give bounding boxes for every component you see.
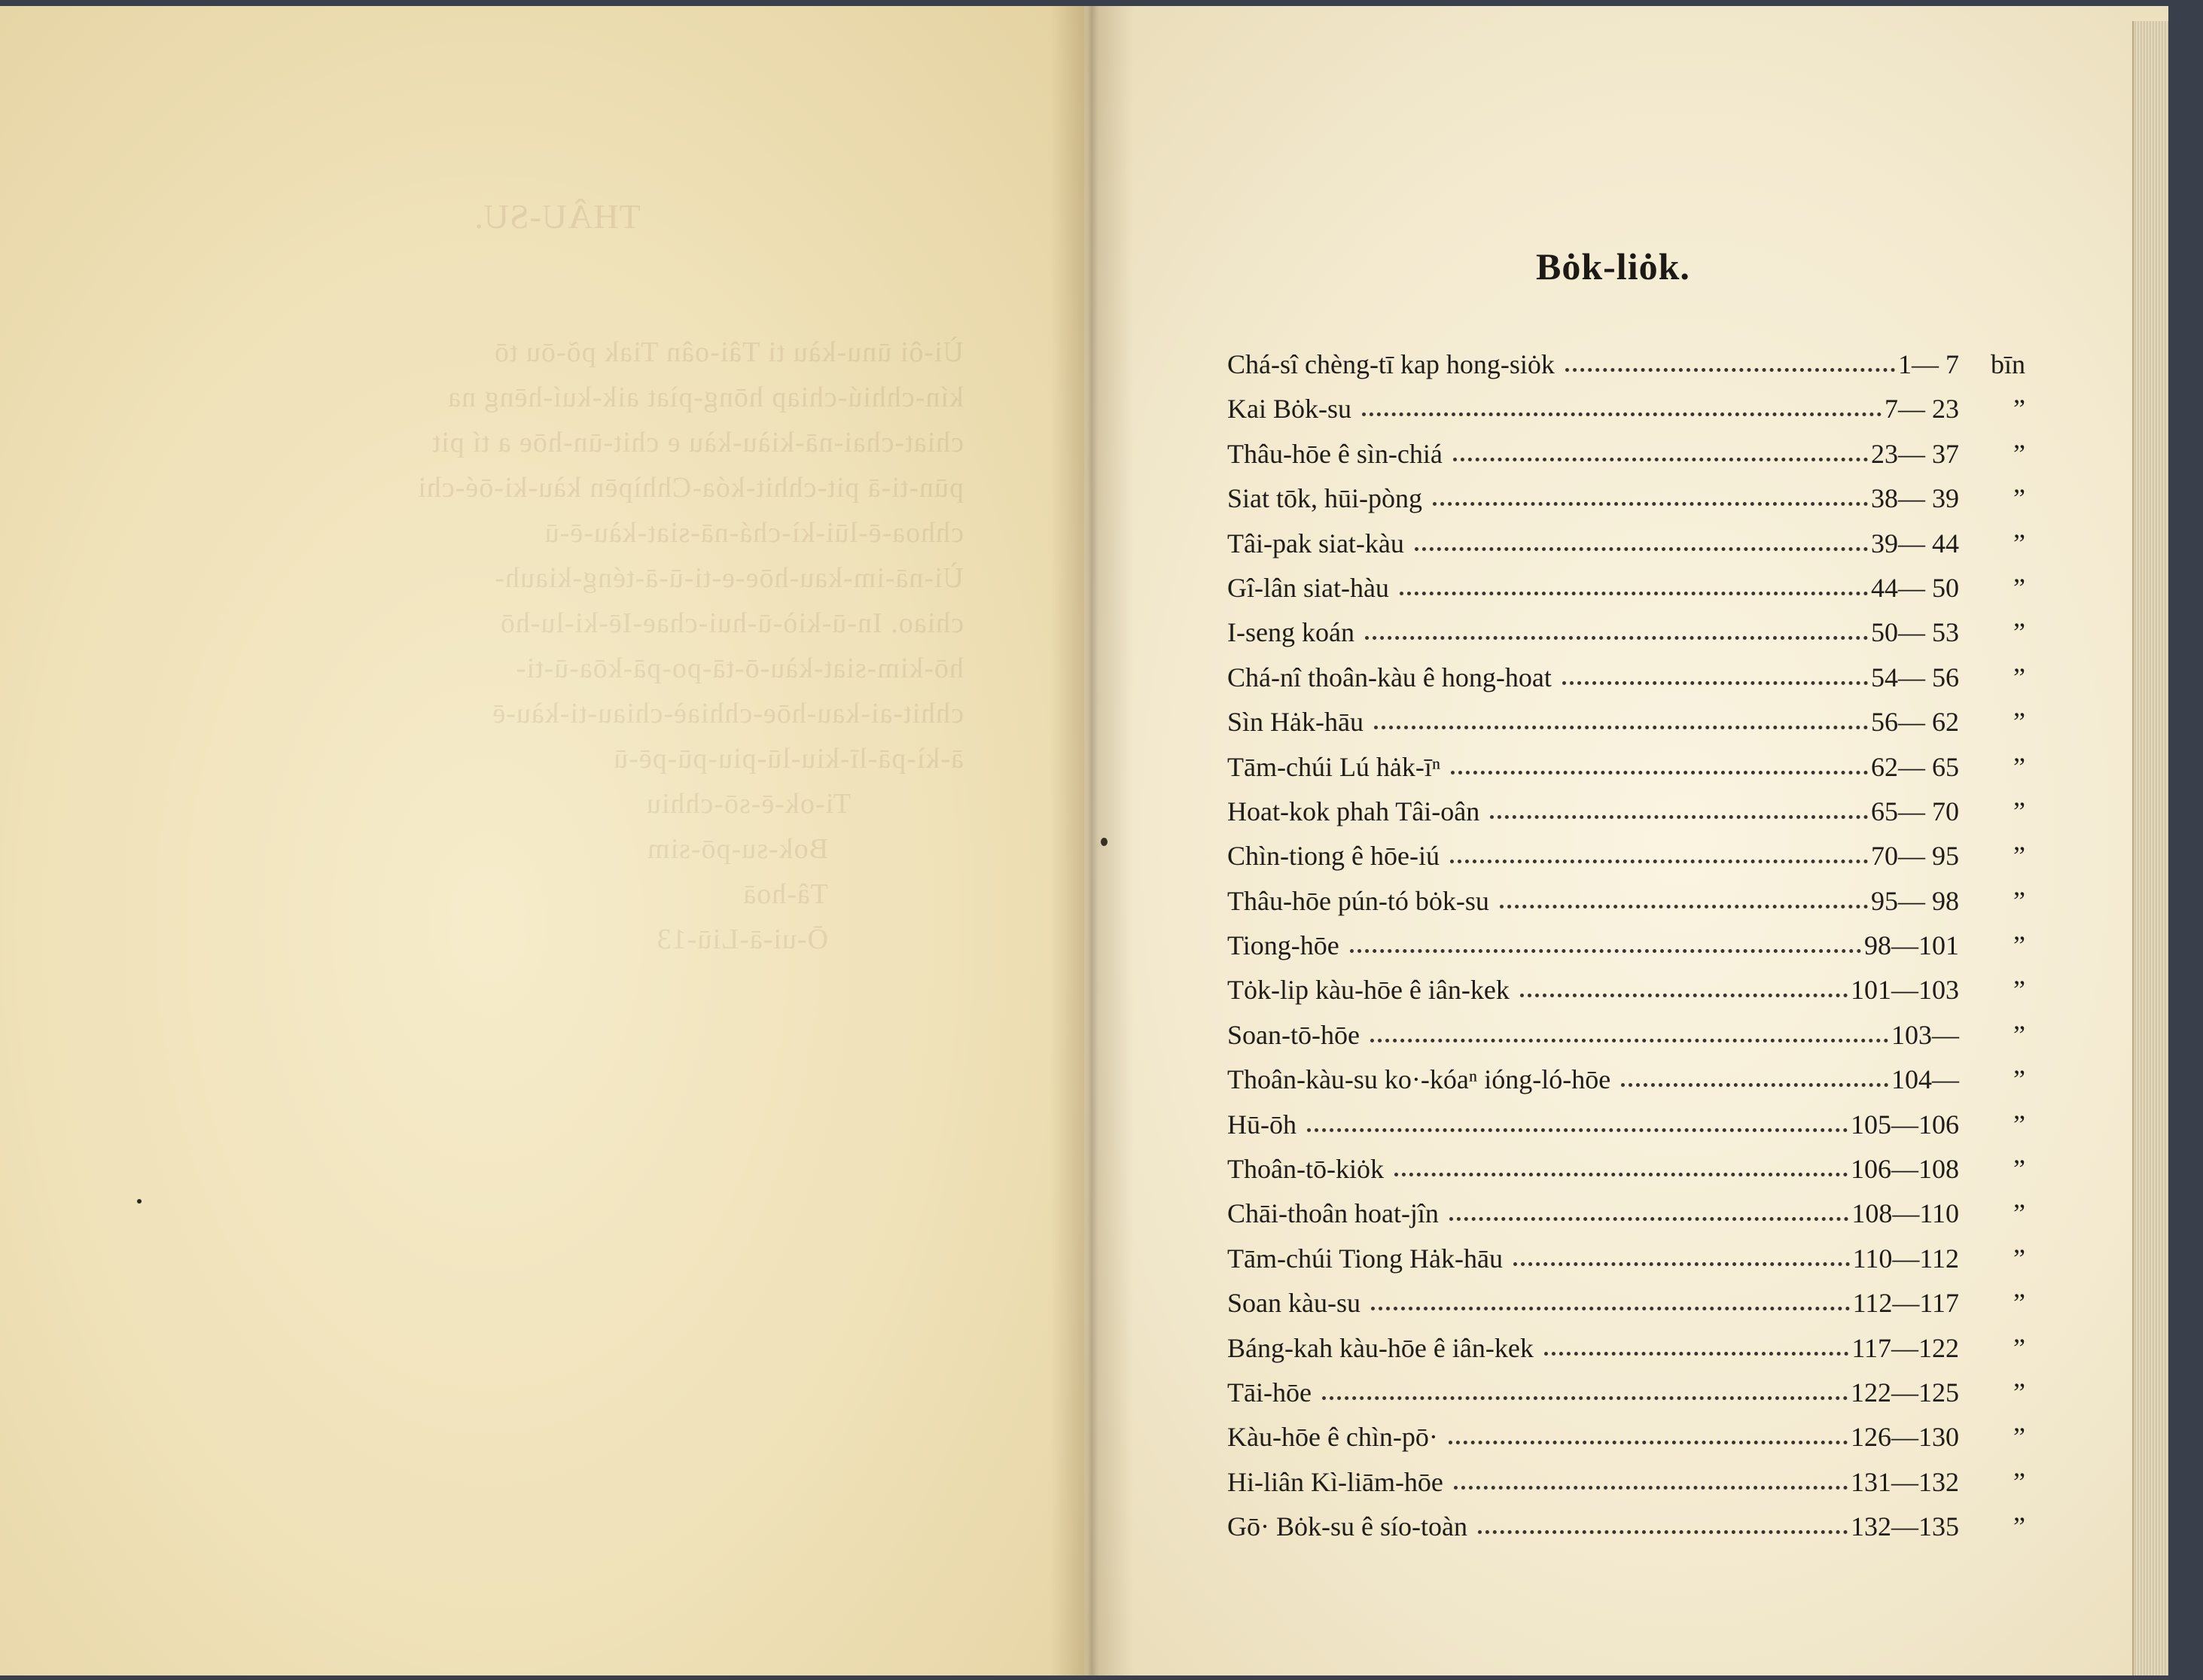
toc-entry — [1227, 1371, 2025, 1415]
toc-entry-pages: 108—110 — [1851, 1198, 1959, 1229]
dot-leader — [1365, 627, 1868, 640]
toc-entry — [1227, 656, 2025, 700]
toc-entry — [1227, 745, 2025, 790]
ditto-mark: ” — [2013, 841, 2025, 872]
toc-entry-label: Chá-sî chèng-tī kap hong-siȯk — [1227, 349, 1555, 379]
ditto-mark: ” — [2013, 1064, 2025, 1095]
toc-entry — [1227, 476, 2025, 521]
ditto-mark: ” — [2013, 975, 2025, 1006]
toc-entry-label: Hū-ōh — [1227, 1109, 1297, 1140]
toc-entry — [1227, 1237, 2025, 1281]
toc-entry-label: Tâi-pak siat-kàu — [1227, 528, 1404, 558]
toc-entry-pages: 106—108 — [1851, 1154, 1959, 1185]
page-edges — [2132, 21, 2168, 1675]
toc-entry-label: Tāi-hōe — [1227, 1377, 1312, 1408]
toc-entry-label: Tām-chúi Lú hȧk-īⁿ — [1227, 751, 1441, 782]
speck — [1101, 838, 1108, 846]
ditto-mark: ” — [2013, 528, 2025, 558]
toc-entry-pages: 98—101 — [1864, 930, 1959, 961]
toc-entry-label: Tiong-hōe — [1227, 930, 1339, 961]
ditto-mark: ” — [2013, 438, 2025, 469]
toc-entry-label: Hi-liân Kì-liām-hōe — [1227, 1466, 1443, 1497]
dot-leader — [1449, 1208, 1848, 1221]
toc-entry-label: Chāi-thoân hoat-jîn — [1227, 1198, 1439, 1229]
ditto-mark: ” — [2013, 1198, 2025, 1229]
toc-entry-pages: 62— 65 — [1871, 751, 1959, 782]
ghost-line: Bok-su-pō-sim — [647, 833, 828, 865]
toc-entry — [1227, 432, 2025, 476]
ditto-mark: ” — [2013, 1154, 2025, 1185]
speck — [137, 1199, 142, 1204]
toc-entry — [1227, 522, 2025, 566]
toc-entry-label: Chìn-tiong ê hōe-iú — [1227, 841, 1440, 872]
toc-entry — [1227, 1147, 2025, 1192]
toc-entry-pages: 104— — [1891, 1064, 1959, 1095]
toc-entry-label: Thoân-kàu-su ko·-kóaⁿ ióng-ló-hōe — [1227, 1064, 1611, 1095]
ditto-mark: ” — [2013, 751, 2025, 782]
toc-entry — [1227, 1192, 2025, 1236]
ditto-mark: ” — [2013, 483, 2025, 514]
ghost-line: Ō-ui-ā-Liū-13 — [656, 924, 828, 955]
ghost-line: Ti-ok-ē-sō-chhiu — [645, 788, 851, 820]
toc-entry — [1227, 790, 2025, 834]
toc-entry — [1227, 1103, 2025, 1147]
toc-entry-label: Soan kàu-su — [1227, 1288, 1360, 1319]
toc-entry-pages: 122—125 — [1851, 1377, 1959, 1408]
toc-entry-pages: 70— 95 — [1871, 841, 1959, 872]
toc-entry-pages: 38— 39 — [1871, 483, 1959, 514]
toc-entry — [1227, 1013, 2025, 1058]
toc-entry — [1227, 700, 2025, 744]
ditto-mark: ” — [2013, 796, 2025, 826]
ditto-mark: ” — [2013, 662, 2025, 692]
toc-entry — [1227, 387, 2025, 431]
ditto-mark: ” — [2013, 1511, 2025, 1542]
toc-entry — [1227, 610, 2025, 655]
toc-entry-label: Sìn Hȧk-hāu — [1227, 707, 1364, 738]
dot-leader — [1322, 1387, 1848, 1400]
ditto-mark: ” — [2013, 394, 2025, 425]
toc-entry-label: Thâu-hōe pún-tó bȯk-su — [1227, 885, 1489, 916]
ditto-mark: ” — [2013, 617, 2025, 648]
ditto-mark: ” — [2013, 707, 2025, 738]
toc-entry-label: Chá-nî thoân-kàu ê hong-hoat — [1227, 662, 1552, 692]
toc-entry-pages: 110—112 — [1852, 1243, 1959, 1274]
ditto-mark: ” — [2013, 1288, 2025, 1319]
ditto-mark: ” — [2013, 930, 2025, 961]
toc-entry-pages: 105—106 — [1851, 1109, 1959, 1140]
show-through-text — [151, 194, 964, 962]
toc-entry-pages: 95— 98 — [1871, 885, 1959, 916]
toc-entry — [1227, 1058, 2025, 1102]
ghost-line: hō-kim-siat-kàu-ō-tā-po-pā-kōa-ū-ti- — [515, 653, 964, 684]
toc-entry — [1227, 1281, 2025, 1325]
ghost-line: Tâ-hoā — [742, 878, 828, 910]
dot-leader — [1449, 1432, 1848, 1444]
toc-entry — [1227, 834, 2025, 878]
page-unit-label: bīn — [1990, 349, 2025, 379]
ditto-mark: ” — [2013, 1377, 2025, 1408]
toc-entry — [1227, 1505, 2025, 1549]
toc-entry-label: Hoat-kok phah Tâi-oân — [1227, 796, 1480, 826]
toc-entry-pages: 117—122 — [1851, 1332, 1959, 1363]
toc-entry-label: Kàu-hōe ê chìn-pō· — [1227, 1422, 1438, 1453]
toc-entry — [1227, 879, 2025, 924]
toc-entry — [1227, 342, 2025, 387]
toc-entry — [1227, 566, 2025, 610]
ghost-line: chiao. In-ū-kiò-ū-hui-chae-Iē-ki-lu-hō — [499, 607, 964, 639]
ghost-line: chhit-ai-kau-hōe-chhiaè-chiau-ti-kàu-ē — [492, 698, 964, 729]
dot-leader — [1394, 1164, 1848, 1176]
dot-leader — [1454, 1477, 1848, 1490]
toc-entry-label: Thoân-tō-kiȯk — [1227, 1154, 1384, 1185]
toc-entry-label: Thâu-hōe ê sìn-chiá — [1227, 438, 1443, 469]
toc-entry-label: Gō· Bȯk-su ê sío-toàn — [1227, 1511, 1467, 1542]
toc-entry-pages: 132—135 — [1851, 1511, 1959, 1542]
toc-entry — [1227, 1326, 2025, 1371]
toc-entry-pages: 126—130 — [1851, 1422, 1959, 1453]
toc-entry-pages: 44— 50 — [1871, 572, 1959, 603]
toc-entry-label: Báng-kah kàu-hōe ê iân-kek — [1227, 1332, 1534, 1363]
toc-entry-label: Soan-tō-hōe — [1227, 1019, 1360, 1050]
toc-entry-pages: 7— 23 — [1885, 394, 1959, 425]
toc-entry-pages: 23— 37 — [1871, 438, 1959, 469]
ditto-mark: ” — [2013, 885, 2025, 916]
dot-leader — [1478, 1521, 1848, 1534]
dot-leader — [1371, 1298, 1850, 1310]
ghost-line: chiat-chai-nā-kiàu-kàu e chit-ūn-hōe a tí pit — [431, 427, 964, 458]
table-of-contents — [1227, 342, 2025, 1550]
page-title: Bȯk-liȯk. — [1536, 245, 1690, 288]
ditto-mark: ” — [2013, 572, 2025, 603]
ghost-line: Ùi-ôi ūnu-kàu ti Tâi-oân Tiak põ-ōu tō — [493, 336, 964, 368]
ghost-line: kín-chhiú-chiap hōng-pìat aik-kuí-hēng na — [447, 382, 964, 413]
toc-entry-pages: 131—132 — [1851, 1466, 1959, 1497]
toc-entry-pages: 1— 7 — [1898, 349, 1959, 379]
toc-entry-label: Tȯk-lip kàu-hōe ê iân-kek — [1227, 975, 1510, 1006]
toc-entry-label: Siat tōk, hūi-pòng — [1227, 483, 1422, 514]
left-page — [0, 6, 1084, 1675]
ghost-line: pūn-ti-ā pit-chhit-kóa-Chhìpēn kàu-ki-ōé-chi — [417, 472, 964, 504]
toc-entry — [1227, 968, 2025, 1012]
toc-entry — [1227, 1415, 2025, 1459]
toc-entry — [1227, 924, 2025, 968]
ditto-mark: ” — [2013, 1019, 2025, 1050]
ghost-line: ā-kì-pā-lī-kiu-lū-piu-pū-pē-ū — [613, 743, 964, 775]
toc-entry-pages: 50— 53 — [1871, 617, 1959, 648]
toc-entry-pages: 65— 70 — [1871, 796, 1959, 826]
ditto-mark: ” — [2013, 1422, 2025, 1453]
ghost-line: chhoa-ē-lūi-kì-chá-nā-siat-kàu-ē-ū — [544, 517, 964, 549]
toc-entry-pages: 101—103 — [1851, 975, 1959, 1006]
toc-entry-label: Gî-lân siat-hàu — [1227, 572, 1389, 603]
ghost-lines — [151, 330, 964, 962]
ditto-mark: ” — [2013, 1466, 2025, 1497]
ditto-mark: ” — [2013, 1243, 2025, 1274]
toc-entry-pages: 56— 62 — [1871, 707, 1959, 738]
ghost-line: Ùi-nā-im-kau-hōe-e-ti-ū-ā-téng-kiauh- — [494, 562, 964, 594]
toc-entry-pages: 103— — [1891, 1019, 1959, 1050]
dot-leader — [1350, 940, 1861, 953]
dot-leader — [1307, 1119, 1848, 1132]
toc-entry-label: I-seng koán — [1227, 617, 1354, 648]
toc-entry-pages: 54— 56 — [1871, 662, 1959, 692]
ditto-mark: ” — [2013, 1332, 2025, 1363]
toc-entry-label: Tām-chúi Tiong Hȧk-hāu — [1227, 1243, 1503, 1274]
ghost-title: THÂU-SU. — [474, 197, 641, 236]
ditto-mark: ” — [2013, 1109, 2025, 1140]
toc-entry — [1227, 1460, 2025, 1505]
toc-entry-pages: 39— 44 — [1871, 528, 1959, 558]
toc-entry-pages: 112—117 — [1852, 1288, 1959, 1319]
toc-entry-label: Kai Bȯk-su — [1227, 394, 1351, 425]
